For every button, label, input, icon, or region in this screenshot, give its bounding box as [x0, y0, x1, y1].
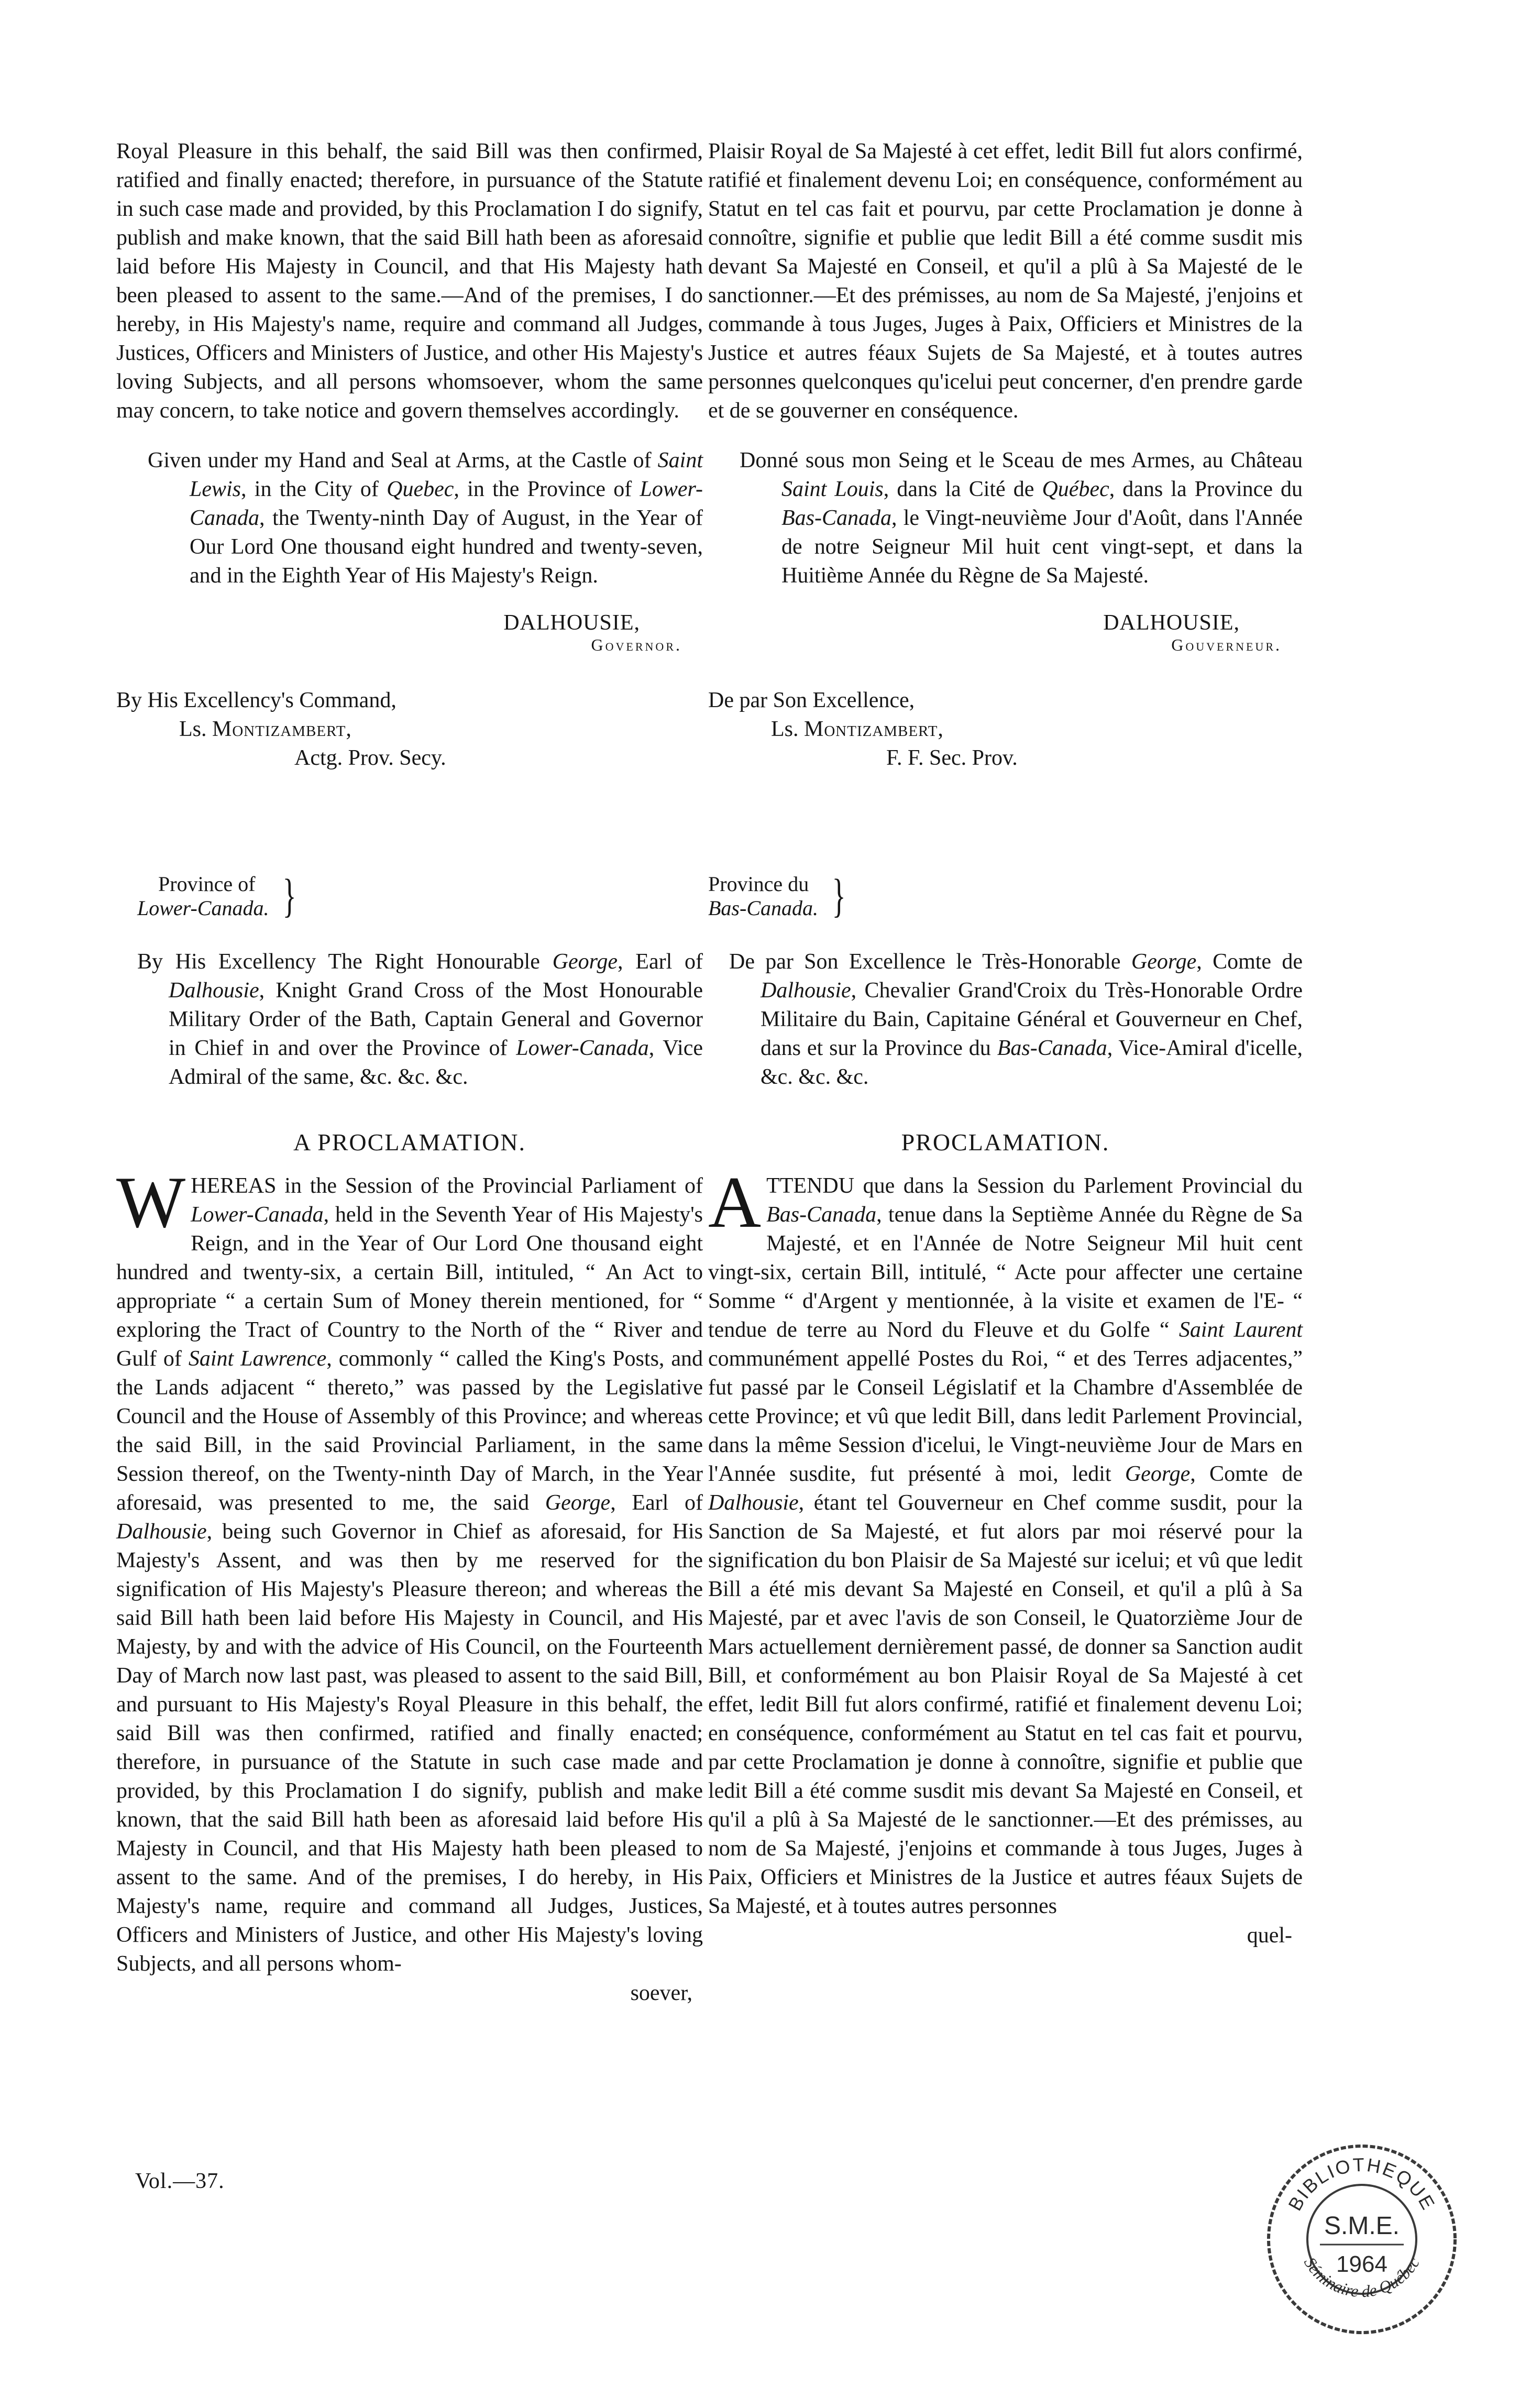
- stamp-bottom-text: Séminaire de Québec: [1300, 2253, 1424, 2301]
- styled-text: De par Son Excellence le Très-Honorable: [729, 950, 1131, 974]
- command-office: Actg. Prov. Secy.: [294, 746, 446, 770]
- procl-george: George: [545, 1491, 611, 1515]
- english-proclamation-heading: A PROCLAMATION.: [293, 1129, 526, 1156]
- english-signature: DALHOUSIE,: [503, 611, 640, 635]
- secretary-name: Montizambert,: [804, 717, 944, 741]
- procl-text: , being such Governor in Chief as aforesaid, for His Majesty's Assent, and was then by me reserved for the signification of His Majesty's Pleasure thereon; and whereas the said Bill hath been laid before His Majesty in Council, and His Majesty, by and with the advice of His Council, on the Fourteenth Day of March now last past, was pleased to assent to the said Bill, and pursuant to His Majesty's Royal Pleasure in this behalf, the said Bill was then confirmed, ratified and finally enacted; therefore, in pursuance of the Statute in such case made and provided, by this Proclamation I do signify, publish and make known, that the said Bill hath been as aforesaid laid before His Majesty in Council, and that His Majesty hath been pleased to assent to the same. And of the premises, I do hereby, in His Majesty's name, require and command all Judges, Justices, Officers and Ministers of Justice, and other His Majesty's loving Subjects, and all persons whom-: [116, 1520, 703, 1976]
- secretary-prefix: Ls.: [771, 717, 804, 741]
- secretary-prefix: Ls.: [179, 717, 212, 741]
- english-given-paragraph: [116, 446, 703, 590]
- styled-province: Lower-Canada: [516, 1036, 649, 1060]
- procl-dalhousie: Dalhousie: [708, 1491, 799, 1515]
- brace-icon: }: [283, 870, 297, 922]
- styled-text: , Vice-Amiral d'icelle, &c. &c. &c.: [761, 1036, 1303, 1089]
- given-place: Saint Louis: [781, 477, 884, 501]
- stamp-icon: [1257, 2135, 1467, 2344]
- french-command-block: [708, 686, 1303, 773]
- english-catchword: soever,: [630, 1981, 692, 2005]
- province-names: [708, 872, 818, 920]
- french-styled-title: [708, 948, 1303, 1092]
- given-text: , in the Province of: [454, 477, 640, 501]
- styled-text: , Knight Grand Cross of the Most Honourable Military Order of the Bath, Captain General and Governor in Chief in and over the Province of: [169, 978, 703, 1060]
- volume-number: Vol.—37.: [135, 2169, 225, 2193]
- given-text: , in the City of: [241, 477, 387, 501]
- english-proclamation-body: [116, 1162, 703, 1978]
- french-province-heading: [708, 872, 1303, 920]
- library-stamp: [1257, 2135, 1467, 2344]
- procl-province: Lower-Canada: [191, 1203, 324, 1227]
- stamp-middle-text: S.M.E.: [1324, 2212, 1400, 2240]
- french-proclamation-heading: PROCLAMATION.: [901, 1129, 1110, 1156]
- province-line-2: Bas-Canada.: [708, 896, 818, 920]
- styled-george: George: [1131, 950, 1197, 974]
- procl-text: , commonly “ called the King's Posts, and the Lands adjacent “ thereto,” was passed by the Legislative Council and the House of Assembly of this Province; and whereas the said Bill, in the said Provincial Parliament, in the same Session thereof, on the Twenty-ninth Day of March, in the Year aforesaid, was presented to me, the said: [116, 1347, 703, 1515]
- given-text: , le Vingt-neuvième Jour d'Août, dans l'Année de notre Seigneur Mil huit cent vingt-sept, et dans la Huitième Année du Règne de Sa Majesté.: [781, 506, 1303, 588]
- given-place: Saint Lewis: [190, 448, 703, 501]
- procl-text: , Comte de: [1190, 1462, 1303, 1486]
- styled-george: George: [552, 950, 618, 974]
- french-column: [708, 137, 1303, 1948]
- given-text: , dans la Province du: [1109, 477, 1303, 501]
- given-text: Given under my Hand and Seal at Arms, at the Castle of: [148, 448, 658, 472]
- given-city: Québec: [1042, 477, 1109, 501]
- english-column: [116, 137, 703, 2006]
- given-province: Bas-Canada: [781, 506, 891, 530]
- brace-icon: }: [832, 870, 846, 922]
- province-line-1: Province of: [158, 872, 256, 896]
- command-line: By His Excellency's Command,: [116, 688, 396, 712]
- command-line: De par Son Excellence,: [708, 688, 915, 712]
- given-text: Donné sous mon Seing et le Sceau de mes Armes, au Château: [740, 448, 1303, 472]
- procl-saint: Saint Lawrence: [188, 1347, 327, 1371]
- procl-text: , held in the Seventh Year of His Majesty's Reign, and in the Year of Our Lord One thousand eight hundred and twenty-six, a certain Bill, intituled, “ An Act to appropriate “ a certain Sum of Money therein mentioned, for “ exploring the Tract of Country to the North of the “ River and Gulf of: [116, 1203, 703, 1371]
- drop-cap: W: [116, 1162, 186, 1243]
- english-province-heading: [116, 872, 703, 920]
- french-signature-title: Gouverneur.: [1171, 635, 1282, 654]
- styled-text: By His Excellency The Right Honourable: [137, 950, 553, 974]
- province-names: [116, 872, 269, 920]
- english-command-block: [116, 686, 703, 773]
- procl-text: , étant tel Gouverneur en Chef comme susdit, pour la Sanction de Sa Majesté, et fut alors par moi réservé pour la signification du bon Plaisir de Sa Majesté sur icelui; et vû que ledit Bill a été mis devant Sa Majesté en Conseil, et qu'il a plû à Sa Majesté, par et avec l'avis de son Conseil, le Quatorzième Jour de Mars actuellement dernièrement passé, de donner sa Sanction audit Bill, et conformément au bon Plaisir Royal de Sa Majesté à cet effet, ledit Bill fut alors confirmé, ratifié et finalement devenu Loi; en conséquence, conformément au Statut en tel cas fait et pourvu, par cette Proclamation je donne à connoître, signifie et publie que ledit Bill a été comme susdit mis devant Sa Majesté en Conseil, et qu'il a plû à Sa Majesté de le sanctionner.—Et des prémisses, au nom de Sa Majesté, j'enjoins et commande à tous Juges, Juges à Paix, Officiers et Ministres de la Justice et autres féaux Sujets de Sa Majesté, et à toutes autres personnes: [708, 1491, 1303, 1918]
- procl-text: , Earl of: [610, 1491, 703, 1515]
- styled-text: , Vice Admiral of the same, &c. &c. &c.: [169, 1036, 703, 1089]
- styled-dalhousie: Dalhousie: [761, 978, 851, 1003]
- english-styled-title: [116, 948, 703, 1092]
- command-secretary: [708, 715, 1303, 744]
- province-line-2: Lower-Canada.: [137, 896, 269, 920]
- styled-province: Bas-Canada: [997, 1036, 1107, 1060]
- english-signature-title: Governor.: [591, 635, 682, 654]
- given-text: , dans la Cité de: [883, 477, 1042, 501]
- procl-dalhousie: Dalhousie: [116, 1520, 207, 1544]
- styled-text: , Comte de: [1196, 950, 1303, 974]
- french-catchword: quel-: [1247, 1923, 1292, 1948]
- french-signature: DALHOUSIE,: [1103, 611, 1240, 635]
- english-intro-paragraph: Royal Pleasure in this behalf, the said Bill was then confirmed, ratified and finally enacted; therefore, in pursuance of the Statute in such case made and provided, by this Proclamation I do signify, publish and make known, that the said Bill hath been as aforesaid laid before His Majesty in Council, and that His Majesty hath been pleased to assent to the same.—And of the premises, I do hereby, in His Majesty's name, require and command all Judges, Justices, Officers and Ministers of Justice, and other His Majesty's loving Subjects, and all persons whomsoever, whom the same may concern, to take notice and govern themselves accordingly.: [116, 139, 703, 423]
- province-line-1: Province du: [708, 872, 809, 896]
- given-province: Lower-Canada: [190, 477, 703, 530]
- given-city: Quebec: [387, 477, 454, 501]
- styled-text: , Chevalier Grand'Croix du Très-Honorable Ordre Militaire du Bain, Capitaine Général et Gouverneur en Chef, dans et sur la Province du: [761, 978, 1303, 1060]
- command-office: F. F. Sec. Prov.: [886, 746, 1018, 770]
- procl-text: communément appellé Postes du Roi, “ et des Terres adjacentes,” fut passé par le Conseil Législatif et la Chambre d'Assemblée de cette Province; et vû que ledit Bill, dans ledit Parlement Provincial, dans la même Session d'icelui, le Vingt-neuvième Jour de Mars en l'Année susdite, fut présenté à moi, ledit: [708, 1347, 1303, 1486]
- french-proclamation-body: [708, 1162, 1303, 1921]
- procl-george: George: [1125, 1462, 1191, 1486]
- command-secretary: [116, 715, 703, 744]
- procl-text: HEREAS in the Session of the Provincial Parliament of: [191, 1174, 703, 1198]
- stamp-top-text: BIBLIOTHEQUE: [1284, 2153, 1440, 2215]
- french-intro-paragraph: Plaisir Royal de Sa Majesté à cet effet, ledit Bill fut alors confirmé, ratifié et finalement devenu Loi; en conséquence, conformément au Statut en tel cas fait et pourvu, par cette Proclamation je donne à connoître, signifie et publie que ledit Bill a été comme susdit mis devant Sa Majesté en Conseil, et qu'il a plû à Sa Majesté de le sanctionner.—Et des prémisses, au nom de Sa Majesté, j'enjoins et commande à tous Juges, Juges à Paix, Officiers et Ministres de la Justice et autres féaux Sujets de Sa Majesté, et à toutes autres personnes quelconques qu'icelui peut concerner, d'en prendre garde et de se gouverner en conséquence.: [708, 139, 1303, 423]
- procl-text: TTENDU que dans la Session du Parlement Provincial du: [766, 1174, 1303, 1198]
- procl-saint: Saint Laurent: [1178, 1318, 1303, 1342]
- secretary-name: Montizambert,: [212, 717, 352, 741]
- given-text: , the Twenty-ninth Day of August, in the Year of Our Lord One thousand eight hundred and twenty-seven, and in the Eighth Year of His Majesty's Reign.: [190, 506, 703, 588]
- procl-text: , tenue dans la Septième Année du Règne de Sa Majesté, et en l'Année de Notre Seigneur Mil huit cent vingt-six, certain Bill, intitulé, “ Acte pour affecter une certaine Somme “ d'Argent y mentionnée, à la visite et examen de l'E- “ tendue de terre au Nord du Fleuve et du Golfe “: [708, 1203, 1303, 1342]
- procl-province: Bas-Canada: [766, 1203, 877, 1227]
- drop-cap: A: [708, 1162, 762, 1243]
- styled-text: , Earl of: [618, 950, 703, 974]
- stamp-year: 1964: [1336, 2251, 1387, 2277]
- french-given-paragraph: [708, 446, 1303, 590]
- styled-dalhousie: Dalhousie: [169, 978, 259, 1003]
